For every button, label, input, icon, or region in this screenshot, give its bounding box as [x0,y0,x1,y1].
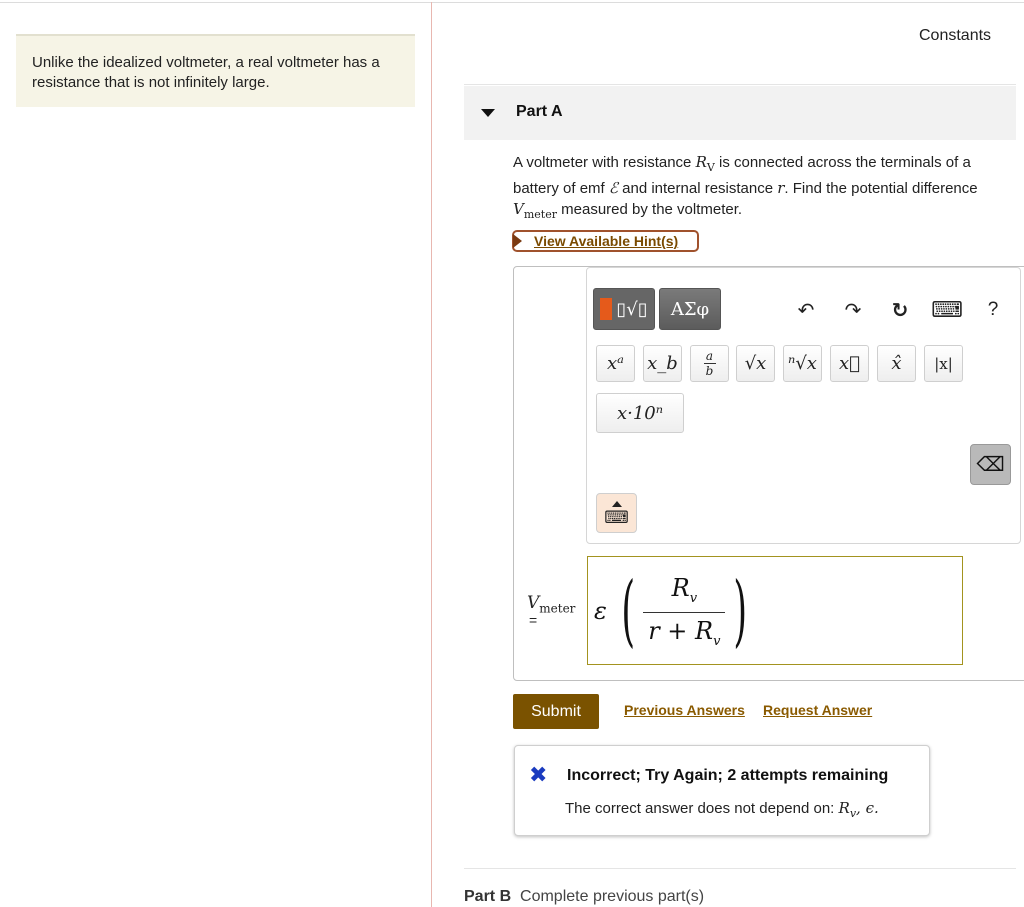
toggle-keyboard-button[interactable] [596,493,637,533]
answer-label: $V_{meter}$ [527,593,576,616]
expr-numerator: $R_v$ [671,573,698,606]
fraction-numerator: a [705,349,714,363]
part-a-title: Part A [516,103,563,120]
previous-answers-link[interactable]: Previous Answers [624,702,745,718]
nth-root-button[interactable]: ⁿ√x [783,345,822,382]
answer-input[interactable] [587,556,963,665]
view-hints-button[interactable] [512,230,699,252]
fraction-denominator: b [705,364,714,378]
header-divider [464,84,1016,85]
caret-up-icon [612,501,622,507]
greek-symbols-button[interactable]: ΑΣφ [659,288,721,330]
vector-button[interactable]: x⃗ [830,345,869,382]
left-paren: ( [621,566,635,656]
feedback-vars: $R_v$, ϵ. [838,799,879,820]
collapse-triangle-icon[interactable] [481,109,495,117]
equals-sign: = [529,612,538,628]
backspace-button[interactable] [970,444,1011,485]
subscript-button[interactable]: x_b [643,345,682,382]
keyboard-icon: ⌨ [604,507,629,527]
expr-denominator: $r + R_v$ [648,616,721,649]
templates-button[interactable] [593,288,655,330]
redo-icon[interactable]: ↷ [844,299,862,322]
intro-text: Unlike the idealized voltmeter, a real voltmeter has a resistance that is not infinitely large. [32,54,380,91]
template-slot-icon [600,298,612,320]
part-b-title: Part B [464,888,512,905]
reset-icon[interactable]: ↻ [891,299,909,322]
answer-expression [594,561,756,661]
symbol-emf: ℰ [608,179,618,197]
hint-arrow-icon [513,234,522,248]
part-b-status: Complete previous part(s) [520,888,705,905]
incorrect-icon: ✖ [529,762,548,787]
sqrt-button[interactable]: √x [736,345,775,382]
undo-icon[interactable]: ↶ [797,299,815,322]
backspace-icon: ⌫ [976,454,1005,476]
unit-vector-button[interactable]: x̂ [877,345,916,382]
symbol-r: r [777,179,785,197]
column-divider [431,2,432,907]
help-icon[interactable]: ? [987,299,999,320]
constants-link[interactable]: Constants [919,27,992,44]
expr-fraction [643,574,725,649]
scientific-notation-button[interactable]: x·10ⁿ [596,393,684,433]
symbol-vmeter: $V_{meter}$ [513,200,557,221]
templates-icon: ▯√▯ [616,298,648,320]
expr-emf: ε [594,597,607,625]
fraction-button[interactable] [690,345,729,382]
right-paren: ) [733,566,748,656]
question-text: A voltmeter with resistance $R_V$ is connected across the terminals of a battery of emf ℰ and internal resistance r. Find the potential difference $V_{meter}$ measured by the voltmeter. [513,153,978,221]
feedback-text: The correct answer does not depend on: $R_v$, ϵ. [565,799,879,820]
symbol-rv: $R_V$ [695,153,715,174]
absolute-value-button[interactable]: |x| [924,345,963,382]
intro-panel [16,34,415,107]
feedback-title: Incorrect; Try Again; 2 attempts remaining [567,767,889,784]
feedback-box [514,745,930,836]
submit-button[interactable]: Submit [513,694,599,729]
top-divider [0,2,1024,3]
keyboard-shortcuts-icon[interactable]: ⌨ [931,297,963,322]
superscript-button[interactable]: xᵃ [596,345,635,382]
hint-label: View Available Hint(s) [534,233,679,249]
part-b-header [464,888,704,906]
request-answer-link[interactable]: Request Answer [763,702,873,718]
part-b-divider [464,868,1016,869]
